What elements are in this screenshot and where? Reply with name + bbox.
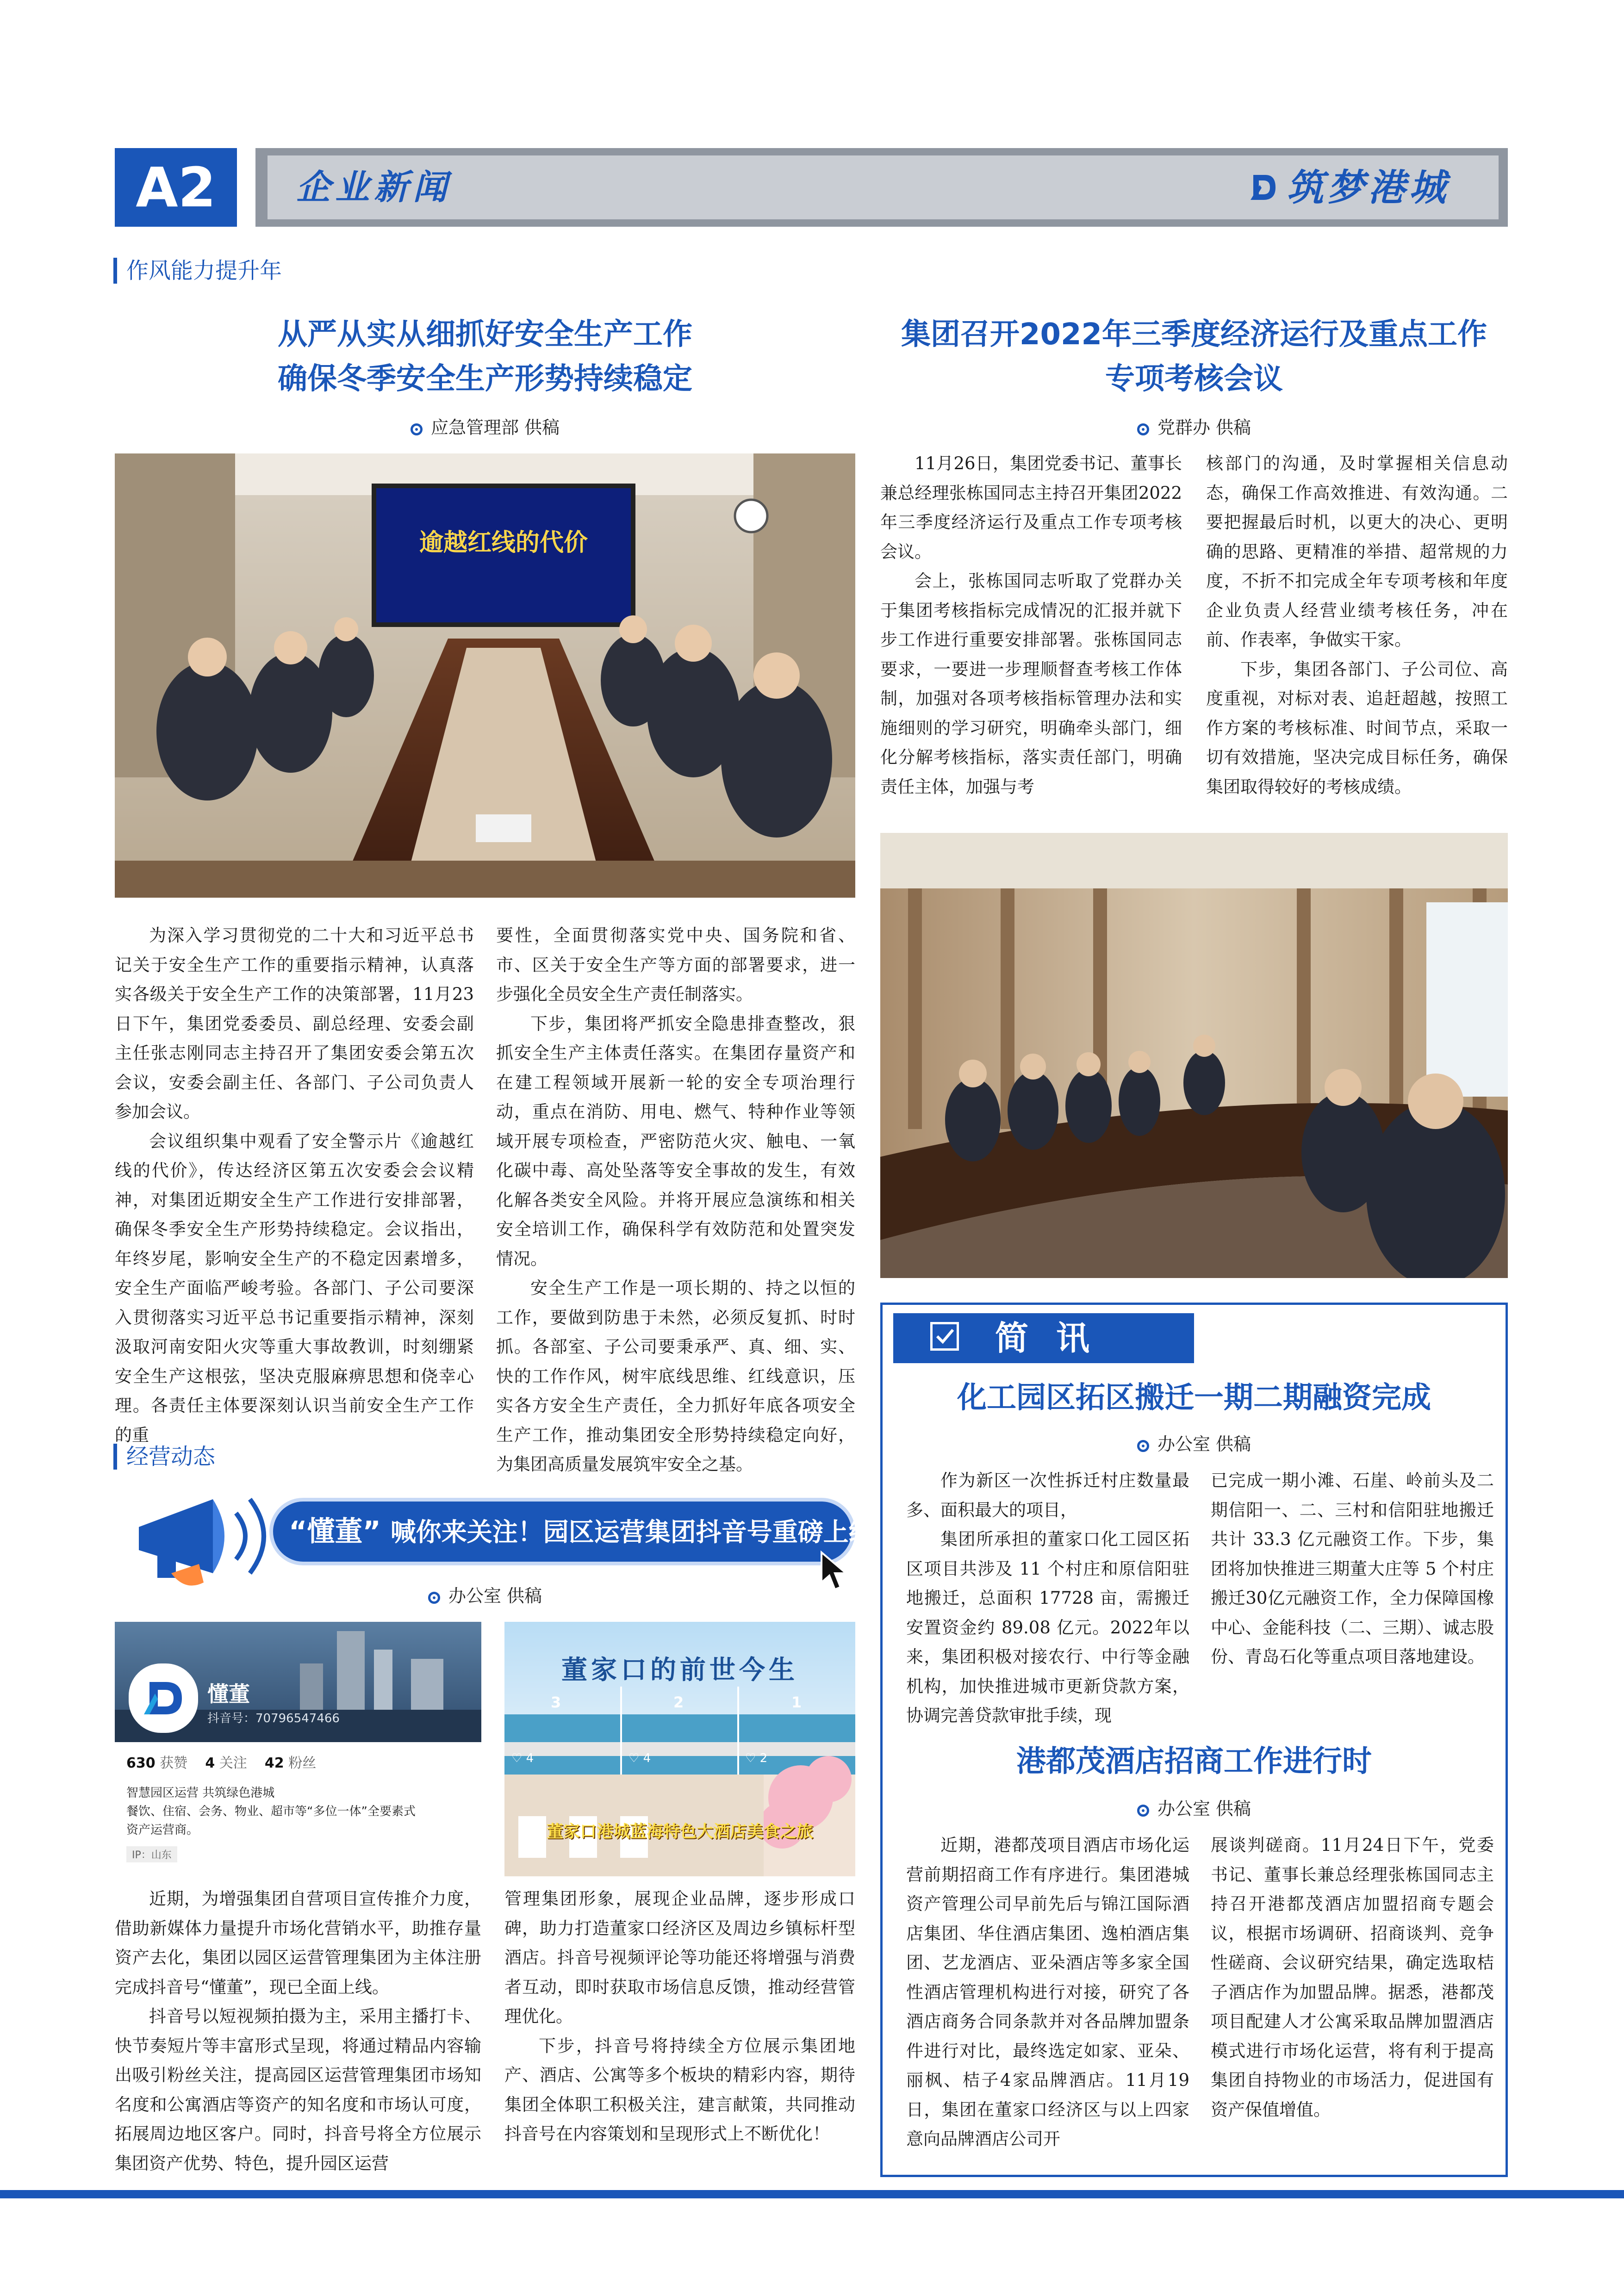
article-body-col2: [504, 1884, 855, 2149]
article-body-col2: [1206, 449, 1508, 801]
paragraph: 要性，全面贯彻落实党中央、国务院和省、市、区关于安全生产等方面的部署要求，进一步强化全员安全生产责任制落实。: [496, 925, 855, 1004]
video-likes: ♡ 4: [628, 1751, 651, 1765]
article-body-col2: [496, 921, 855, 1479]
screen-text: 逾越红线的代价: [419, 529, 588, 557]
paragraph: 作为新区一次性拆迁村庄数量最多、面积最大的项目，: [906, 1471, 1189, 1520]
title-line-2: 确保冬季安全生产形势持续稳定: [278, 362, 692, 396]
paragraph: 管理集团形象，展现企业品牌，逐步形成口碑，助力打造董家口经济区及周边乡镇标杆型酒店。抖音号视频评论等功能还将增强与消费者互动，即时获取市场信息反馈，推动经营管理优化。: [504, 1889, 855, 2026]
avatar[interactable]: [129, 1663, 198, 1733]
article-body-col1: [880, 449, 1182, 801]
video-headline: 董家口的前世今生: [561, 1655, 798, 1685]
paragraph: 安全生产工作是一项长期的、持之以恒的工作，要做到防患于未然，必须反复抓、时时抓。各部室、子公司要秉承严、真、细、实、快的工作作风，树牢底线思维、红线意识，压实各方安全生产责任，全力抓好年底各项安全生产工作，推动集团安全形势持续稳定向好，为集团高质量发展筑牢安全之基。: [496, 1278, 855, 1474]
briefs-title: 简讯: [995, 1319, 1118, 1358]
title-line-1: 集团召开2022年三季度经济运行及重点工作: [901, 317, 1487, 352]
profile-bio: 智慧园区运营 共筑绿色港城 餐饮、住宿、会务、物业、超市等“多位一体”全要素式 资产运营商。: [126, 1786, 416, 1837]
video-number: 3: [551, 1694, 561, 1711]
brief-body-col1: [906, 1831, 1189, 2154]
profile-name: 懂董: [207, 1682, 250, 1706]
douyin-id: 抖音号：70796547466: [207, 1712, 340, 1725]
video-number: 2: [673, 1694, 684, 1711]
paragraph: 近期，港都茂项目酒店市场化运营前期招商工作有序进行。集团港城资产管理公司早前先后与锦江国际酒店集团、华住酒店集团、逸柏酒店集团、艺龙酒店、亚朵酒店等多家全国性酒店管理机构进行对接，研究了各酒店商务合同条款并对各品牌加盟条件进行对比，最终选定如家、亚朵、丽枫、桔子4家品牌酒店。11月19日，集团在董家口经济区与以上四家意向品牌酒店公司开: [906, 1835, 1189, 2149]
paragraph: 下步，集团各部门、子公司位、高度重视，对标对表、追赶超越，按照工作方案的考核标准、时间节点，采取一切有效措施，坚决完成目标任务，确保集团取得较好的考核成绩。: [1206, 659, 1508, 797]
section-title: 企业新闻: [296, 168, 452, 207]
profile-stats: 630 获赞 4 关注 42 粉丝: [126, 1755, 317, 1771]
title-line-1: 从严从实从细抓好安全生产工作: [278, 317, 692, 352]
article-title: [115, 312, 855, 401]
article-title: [880, 312, 1508, 401]
brand-d-logo-icon: [1250, 171, 1277, 204]
brand-name: 筑梦港城: [1287, 166, 1450, 209]
paragraph: 近期，为增强集团自营项目宣传推介力度，借助新媒体力量提升市场化营销水平，助推存量资产去化，集团以园区运营管理集团为主体注册完成抖音号“懂董”，现已全面上线。: [115, 1889, 481, 1997]
paragraph: 下步，集团将严抓安全隐患排查整改，狠抓安全生产主体责任落实。在集团存量资产和在建工程领域开展新一轮的安全专项治理行动，重点在消防、用电、燃气、特种作业等领域开展专项检查，严密防范火灾、触电、一氧化碳中毒、高处坠落等安全事故的发生，有效化解各类安全风险。并将开展应急演练和相关安全培训工作，确保科学有效防范和处置突发情况。: [496, 1013, 855, 1269]
paragraph: 11月26日，集团党委书记、董事长兼总经理张栋国同志主持召开集团2022年三季度经济运行及重点工作专项考核会议。: [880, 453, 1182, 562]
ip-tag: IP：山东: [126, 1846, 177, 1862]
section-label: 作风能力提升年: [113, 258, 282, 284]
target-icon: [428, 1592, 440, 1604]
paragraph: 会上，张栋国同志听取了党群办关于集团考核指标完成情况的汇报并就下步工作进行重要安排部署。张栋国同志要求，一要进一步理顺督查考核工作体制，加强对各项考核指标管理办法和实施细则的学习研究，明确牵头部门，细化分解考核指标，落实责任部门，明确责任主体，加强与考: [880, 571, 1182, 797]
target-icon: [411, 423, 423, 435]
paragraph: 集团所承担的董家口化工园区拓区项目共涉及 11 个村庄和原信阳驻地搬迁，总面积 17728 亩，需搬迁安置资金约 89.08 亿元。2022年以来，集团积极对接农行、中行等金融机构，加快推进城市更新贷款方案，协调完善贷款审批手续，现: [906, 1529, 1189, 1725]
banner-text: 喊你来关注！园区运营集团抖音号重磅上线: [390, 1517, 874, 1547]
byline: 办公室 供稿: [880, 1794, 1508, 1820]
paragraph: 为深入学习贯彻党的二十大和习近平总书记关于安全生产工作的重要指示精神，认真落实各级关于安全生产工作的决策部署，11月23日下午，集团党委委员、副总经理、安委会副主任张志刚同志主持召开了集团安委会第五次会议，安委会副主任、各部门、子公司负责人参加会议。: [115, 925, 474, 1122]
douyin-video-panel: [504, 1622, 855, 1876]
paragraph: 抖音号以短视频拍摄为主，采用主播打卡、快节奏短片等丰富形式呈现，将通过精品内容输出吸引粉丝关注，提高园区运营管理集团市场知名度和公寓酒店等资产的知名度和市场认可度，拓展周边地区客户。同时，抖音号将全方位展示集团资产优势、特色，提升园区运营: [115, 2006, 481, 2173]
brief-title: 港都茂酒店招商工作进行时: [1016, 1744, 1372, 1779]
byline: 应急管理部 供稿: [115, 413, 855, 439]
brief-title: 化工园区拓区搬迁一期二期融资完成: [957, 1381, 1431, 1415]
video-likes: ♡ 2: [745, 1751, 768, 1765]
footer-rule: [0, 2190, 1624, 2198]
announcement-banner: [273, 1502, 874, 1562]
video-caption: 董家口港城蓝海特色大酒店美食之旅: [546, 1822, 813, 1841]
checkbox-icon: [930, 1322, 959, 1351]
target-icon: [1137, 423, 1149, 435]
section-label: 经营动态: [113, 1444, 215, 1470]
conference-photo: [880, 833, 1508, 1278]
brand-d-logo-icon: [131, 1666, 196, 1731]
video-number: 1: [791, 1694, 802, 1711]
brief-body-col1: [906, 1466, 1189, 1731]
douyin-profile-card: [115, 1622, 481, 1876]
page-number: A2: [115, 148, 237, 227]
byline: 办公室 供稿: [880, 1430, 1508, 1455]
paragraph: 核部门的沟通，及时掌握相关信息动态，确保工作高效推进、有效沟通。二要把握最后时机，以更大的决心、更明确的思路、更精准的举措、超常规的力度，不折不扣完成全年专项考核和年度企业负责人经营业绩考核任务，冲在前、作表率，争做实干家。: [1206, 453, 1508, 650]
brief-body-col2: [1211, 1831, 1494, 2124]
title-line-2: 专项考核会议: [1105, 362, 1283, 396]
megaphone-icon: [130, 1481, 287, 1592]
paragraph: 下步，抖音号将持续全方位展示集团地产、酒店、公寓等多个板块的精彩内容，期待集团全体职工积极关注，建言献策，共同推动抖音号在内容策划和呈现形式上不断优化！: [504, 2035, 855, 2144]
video-likes: ♡ 4: [511, 1751, 534, 1765]
paragraph: 已完成一期小滩、石崖、岭前头及二期信阳一、二、三村和信阳驻地搬迁共计 33.3 亿元融资工作。下步，集团将加快推进三期董大庄等 5 个村庄搬迁30亿元融资工作，全力保障国橡中心、金能科技（二、三期）、诚志股份、青岛石化等重点项目落地建设。: [1211, 1471, 1494, 1667]
byline: 办公室 供稿: [115, 1582, 855, 1607]
meeting-photo: [115, 453, 855, 898]
paragraph: 会议组织集中观看了安全警示片《逾越红线的代价》，传达经济区第五次安委会会议精神，对集团近期安全生产工作进行安排部署，确保冬季安全生产形势持续稳定。会议指出，年终岁尾，影响安全生产的不稳定因素增多，安全生产面临严峻考验。各部门、子公司要深入贯彻落实习近平总书记重要指示精神，深刻汲取河南安阳火灾等重大事故教训，时刻绷紧安全生产这根弦，坚决克服麻痹思想和侥幸心理。各责任主体要深刻认识当前安全生产工作的重: [115, 1131, 474, 1445]
byline: 党群办 供稿: [880, 413, 1508, 439]
paragraph: 展谈判磋商。11月24日下午，党委书记、董事长兼总经理张栋国同志主持召开港都茂酒店加盟招商专题会议，根据市场调研、招商谈判、竞争性磋商、会议研究结果，确定选取桔子酒店作为加盟品牌。据悉，港都茂项目配建人才公寓采取品牌加盟酒店模式进行市场化运营，将有利于提高集团自持物业的市场活力，促进国有资产保值增值。: [1211, 1835, 1494, 2120]
target-icon: [1137, 1805, 1149, 1817]
article-body-col1: [115, 921, 474, 1450]
brief-body-col2: [1211, 1466, 1494, 1672]
target-icon: [1137, 1440, 1149, 1452]
banner-quote: “懂董”: [289, 1515, 381, 1548]
article-body-col1: [115, 1884, 481, 2178]
